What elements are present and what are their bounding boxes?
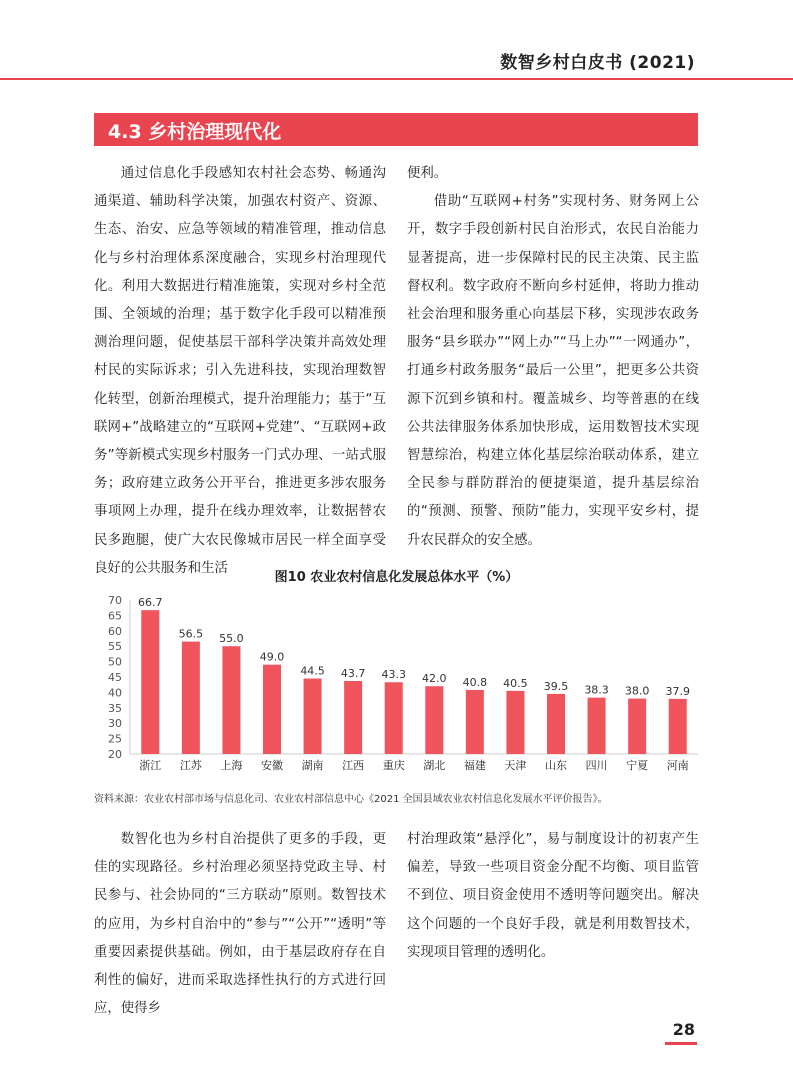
category-labels	[139, 758, 688, 772]
bar	[466, 690, 484, 754]
y-tick-label: 20	[108, 748, 122, 761]
bar	[304, 679, 322, 754]
data-label: 43.7	[340, 667, 366, 681]
x-tick-label: 江西	[342, 759, 365, 772]
data-label: 38.3	[584, 683, 609, 697]
bar	[506, 691, 524, 754]
paragraph: 数智化也为乡村自治提供了更多的手段，更佳的实现路径。乡村治理必须坚持党政主导、村民参与、社会协同的“三方联动”原则。数智技术的应用，为乡村自治中的“参与”“公开”“透明”等重要因素提供基础。例如，由于基层政府存在自利性的偏好，进而采取选择性执行的方式进行回应，使得乡	[94, 832, 386, 1017]
x-tick-label: 重庆	[382, 759, 405, 772]
data-label: 38.0	[624, 684, 650, 698]
bar-chart	[94, 590, 700, 780]
x-tick-label: 福建	[463, 759, 486, 772]
x-tick-label: 上海	[220, 759, 243, 772]
bar	[222, 646, 240, 754]
x-tick-label: 山东	[545, 759, 567, 772]
x-tick-label: 浙江	[139, 759, 162, 772]
y-tick-label: 25	[108, 732, 122, 746]
bar	[669, 699, 687, 754]
header-title: 数智乡村白皮书 (2021)	[500, 53, 695, 73]
x-tick-label: 江苏	[179, 759, 202, 772]
section-banner	[94, 113, 698, 146]
y-tick-label: 35	[108, 701, 122, 715]
x-tick-label: 河南	[666, 759, 689, 772]
y-tick-label: 45	[108, 671, 122, 684]
bar	[263, 665, 281, 754]
value-labels	[138, 596, 690, 698]
x-tick-label: 安徽	[261, 759, 283, 772]
y-tick-label: 65	[108, 609, 122, 623]
y-tick-label: 50	[108, 655, 122, 669]
bar	[182, 642, 200, 754]
page-number: 28	[672, 1020, 695, 1039]
x-tick-label: 宁夏	[626, 759, 649, 772]
data-label: 42.0	[422, 672, 447, 686]
y-tick-label: 40	[108, 686, 122, 700]
data-label: 55.0	[219, 632, 244, 646]
closing-column-left	[94, 826, 386, 1023]
closing-column-right	[407, 826, 699, 967]
bar	[588, 698, 606, 754]
y-axis-ticks	[108, 594, 122, 761]
bar	[385, 682, 403, 754]
data-label: 39.5	[543, 679, 569, 693]
data-label: 44.5	[300, 664, 325, 678]
data-label: 66.7	[138, 596, 163, 610]
y-tick-label: 70	[108, 594, 122, 607]
data-label: 49.0	[259, 650, 285, 664]
intro-column-left	[94, 160, 386, 583]
data-label: 37.9	[665, 684, 690, 698]
bar	[547, 694, 565, 754]
header-rule	[0, 78, 793, 80]
data-label: 43.3	[381, 668, 406, 682]
paragraph: 通过信息化手段感知农村社会态势、畅通沟通渠道、辅助科学决策，加强农村资产、资源、生态、治安、应急等领域的精准管理，推动信息化与乡村治理体系深度融合，实现乡村治理现代化。利用大数据进行精准施策，实现对乡村全范围、全领域的治理；基于数字化手段可以精准预测治理问题，促使基层干部科学决策并高效处理村民的实际诉求；引入先进科技，实现治理数智化转型，创新治理模式，提升治理能力；基于“互联网+”战略建立的“互联网+党建”、“互联网+政务”等新模式实现乡村服务一门式办理、一站式服务；政府建立政务公开平台，推进更多涉农服务事项网上办理，提升在线办理效率，让数据替农民多跑腿，使广大农民像城市居民一样全面享受良好的公共服务和生活	[94, 166, 386, 576]
paragraph: 便利。	[407, 166, 448, 181]
x-tick-label: 天津	[504, 759, 527, 772]
bar	[344, 681, 362, 754]
y-tick-label: 55	[108, 640, 122, 654]
intro-column-right	[407, 160, 699, 555]
source-note: 资料来源：农业农村部市场与信息化司、农业农村部信息中心《2021 全国县域农业农村信息化发展水平评价报告》。	[94, 794, 608, 805]
chart-title: 图10 农业农村信息化发展总体水平（%）	[274, 570, 519, 585]
x-tick-label: 四川	[585, 759, 608, 772]
x-tick-label: 湖南	[301, 759, 324, 772]
paragraph: 借助“互联网+村务”实现村务、财务网上公开，数字手段创新村民自治形式，农民自治能力显著提高，进一步保障村民的民主决策、民主监督权利。数字政府不断向乡村延伸，将助力推动社会治理和服务重心向基层下移，实现涉农政务服务“县乡联办”“网上办”“马上办”“一网通办”，打通乡村政务服务“最后一公里”，把更多公共资源下沉到乡镇和村。覆盖城乡、均等普惠的在线公共法律服务体系加快形成，运用数智技术实现智慧综治，构建立体化基层综治联动体系，建立全民参与群防群治的便捷渠道，提升基层综治的“预测、预警、预防”能力，实现平安乡村，提升农民群众的安全感。	[407, 194, 699, 548]
data-label: 40.5	[503, 676, 528, 690]
section-title: 4.3 乡村治理现代化	[108, 121, 282, 143]
bar	[425, 686, 443, 754]
x-tick-label: 湖北	[423, 759, 446, 772]
page-number-underline	[665, 1042, 697, 1045]
bar	[141, 610, 159, 754]
bar	[628, 699, 646, 754]
data-label: 40.8	[462, 675, 488, 689]
y-tick-label: 30	[108, 717, 122, 731]
paragraph: 村治理政策“悬浮化”，易与制度设计的初衷产生偏差，导致一些项目资金分配不均衡、项目监管不到位、项目资金使用不透明等问题突出。解决这个问题的一个良好手段，就是利用数智技术，实现项目管理的透明化。	[407, 832, 699, 960]
data-label: 56.5	[178, 627, 204, 641]
y-tick-label: 60	[108, 624, 122, 638]
